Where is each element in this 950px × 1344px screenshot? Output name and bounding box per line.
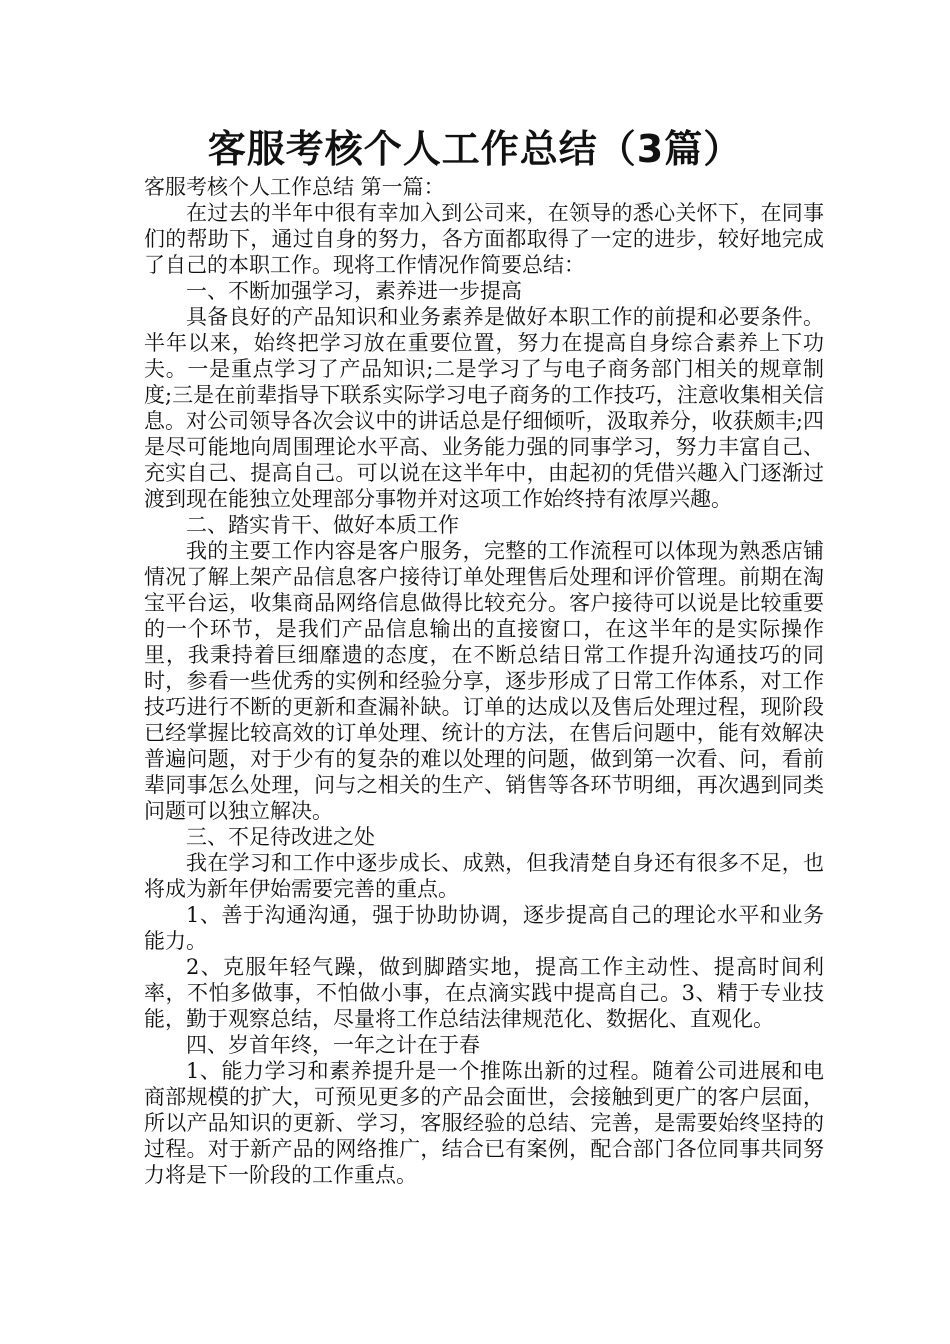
list-item-2: 2、克服年轻气躁，做到脚踏实地，提高工作主动性、提高时间利率，不怕多做事，不怕做小事，在点滴实践中提高自己。3、精于专业技能，勤于观察总结，尽量将工作总结法律规范化、数据化、直观化。 xyxy=(144,955,824,1031)
list-item-1: 1、善于沟通沟通，强于协助协调，逐步提高自己的理论水平和业务能力。 xyxy=(144,903,824,953)
section-heading-1: 一、不断加强学习，素养进一步提高 xyxy=(186,279,522,303)
paragraph-work: 我的主要工作内容是客户服务，完整的工作流程可以体现为熟悉店铺情况了解上架产品信息客户接待订单处理售后处理和评价管理。前期在淘宝平台运，收集商品网络信息做得比较充分。客户接待可以说是比较重要的一个环节，是我们产品信息输出的直接窗口，在这半年的是实际操作里，我秉持着巨细靡遗的态度，在不断总结日常工作提升沟通技巧的同时，参看一些优秀的实例和经验分享，逐步形成了日常工作体系，对工作技巧进行不断的更新和查漏补缺。订单的达成以及售后处理过程，现阶段已经掌握比较高效的订单处理、统计的方法，在售后问题中，能有效解决普遍问题，对于少有的复杂的难以处理的问题，做到第一次看、问，看前辈同事怎么处理，问与之相关的生产、销售等各环节明细，再次遇到同类问题可以独立解决。 xyxy=(144,539,824,823)
document-body xyxy=(144,174,824,1188)
paragraph-study: 具备良好的产品知识和业务素养是做好本职工作的前提和必要条件。半年以来，始终把学习放在重要位置，努力在提高自身综合素养上下功夫。一是重点学习了产品知识;二是学习了与电子商务部门相关的规章制度;三是在前辈指导下联系实际学习电子商务的工作技巧，注意收集相关信息。对公司领导各次会议中的讲话总是仔细倾听，汲取养分，收获颇丰;四是尽可能地向周围理论水平高、业务能力强的同事学习，努力丰富自己、充实自己、提高自己。可以说在这半年中，由起初的凭借兴趣入门逐渐过渡到现在能独立处理部分事物并对这项工作始终持有浓厚兴趣。 xyxy=(144,305,824,511)
paragraph-intro: 在过去的半年中很有幸加入到公司来，在领导的悉心关怀下，在同事们的帮助下，通过自身的努力，各方面都取得了一定的进步，较好地完成了自己的本职工作。现将工作情况作简要总结： xyxy=(144,201,824,277)
section-heading-2: 二、踏实肯干、做好本质工作 xyxy=(186,513,459,537)
document-title: 客服考核个人工作总结（3篇） xyxy=(207,127,743,171)
paragraph-shortcomings: 我在学习和工作中逐步成长、成熟，但我清楚自身还有很多不足，也将成为新年伊始需要完善的重点。 xyxy=(144,851,824,901)
section-heading-3: 三、不足待改进之处 xyxy=(186,825,375,849)
document-subtitle: 客服考核个人工作总结 第一篇： xyxy=(144,175,445,199)
section-heading-4: 四、岁首年终，一年之计在于春 xyxy=(186,1033,480,1057)
paragraph-plan: 1、能力学习和素养提升是一个推陈出新的过程。随着公司进展和电商部规模的扩大，可预见更多的产品会面世，会接触到更广的客户层面，所以产品知识的更新、学习，客服经验的总结、完善，是需要始终坚持的过程。对于新产品的网络推广，结合已有案例，配合部门各位同事共同努力将是下一阶段的工作重点。 xyxy=(144,1059,824,1187)
